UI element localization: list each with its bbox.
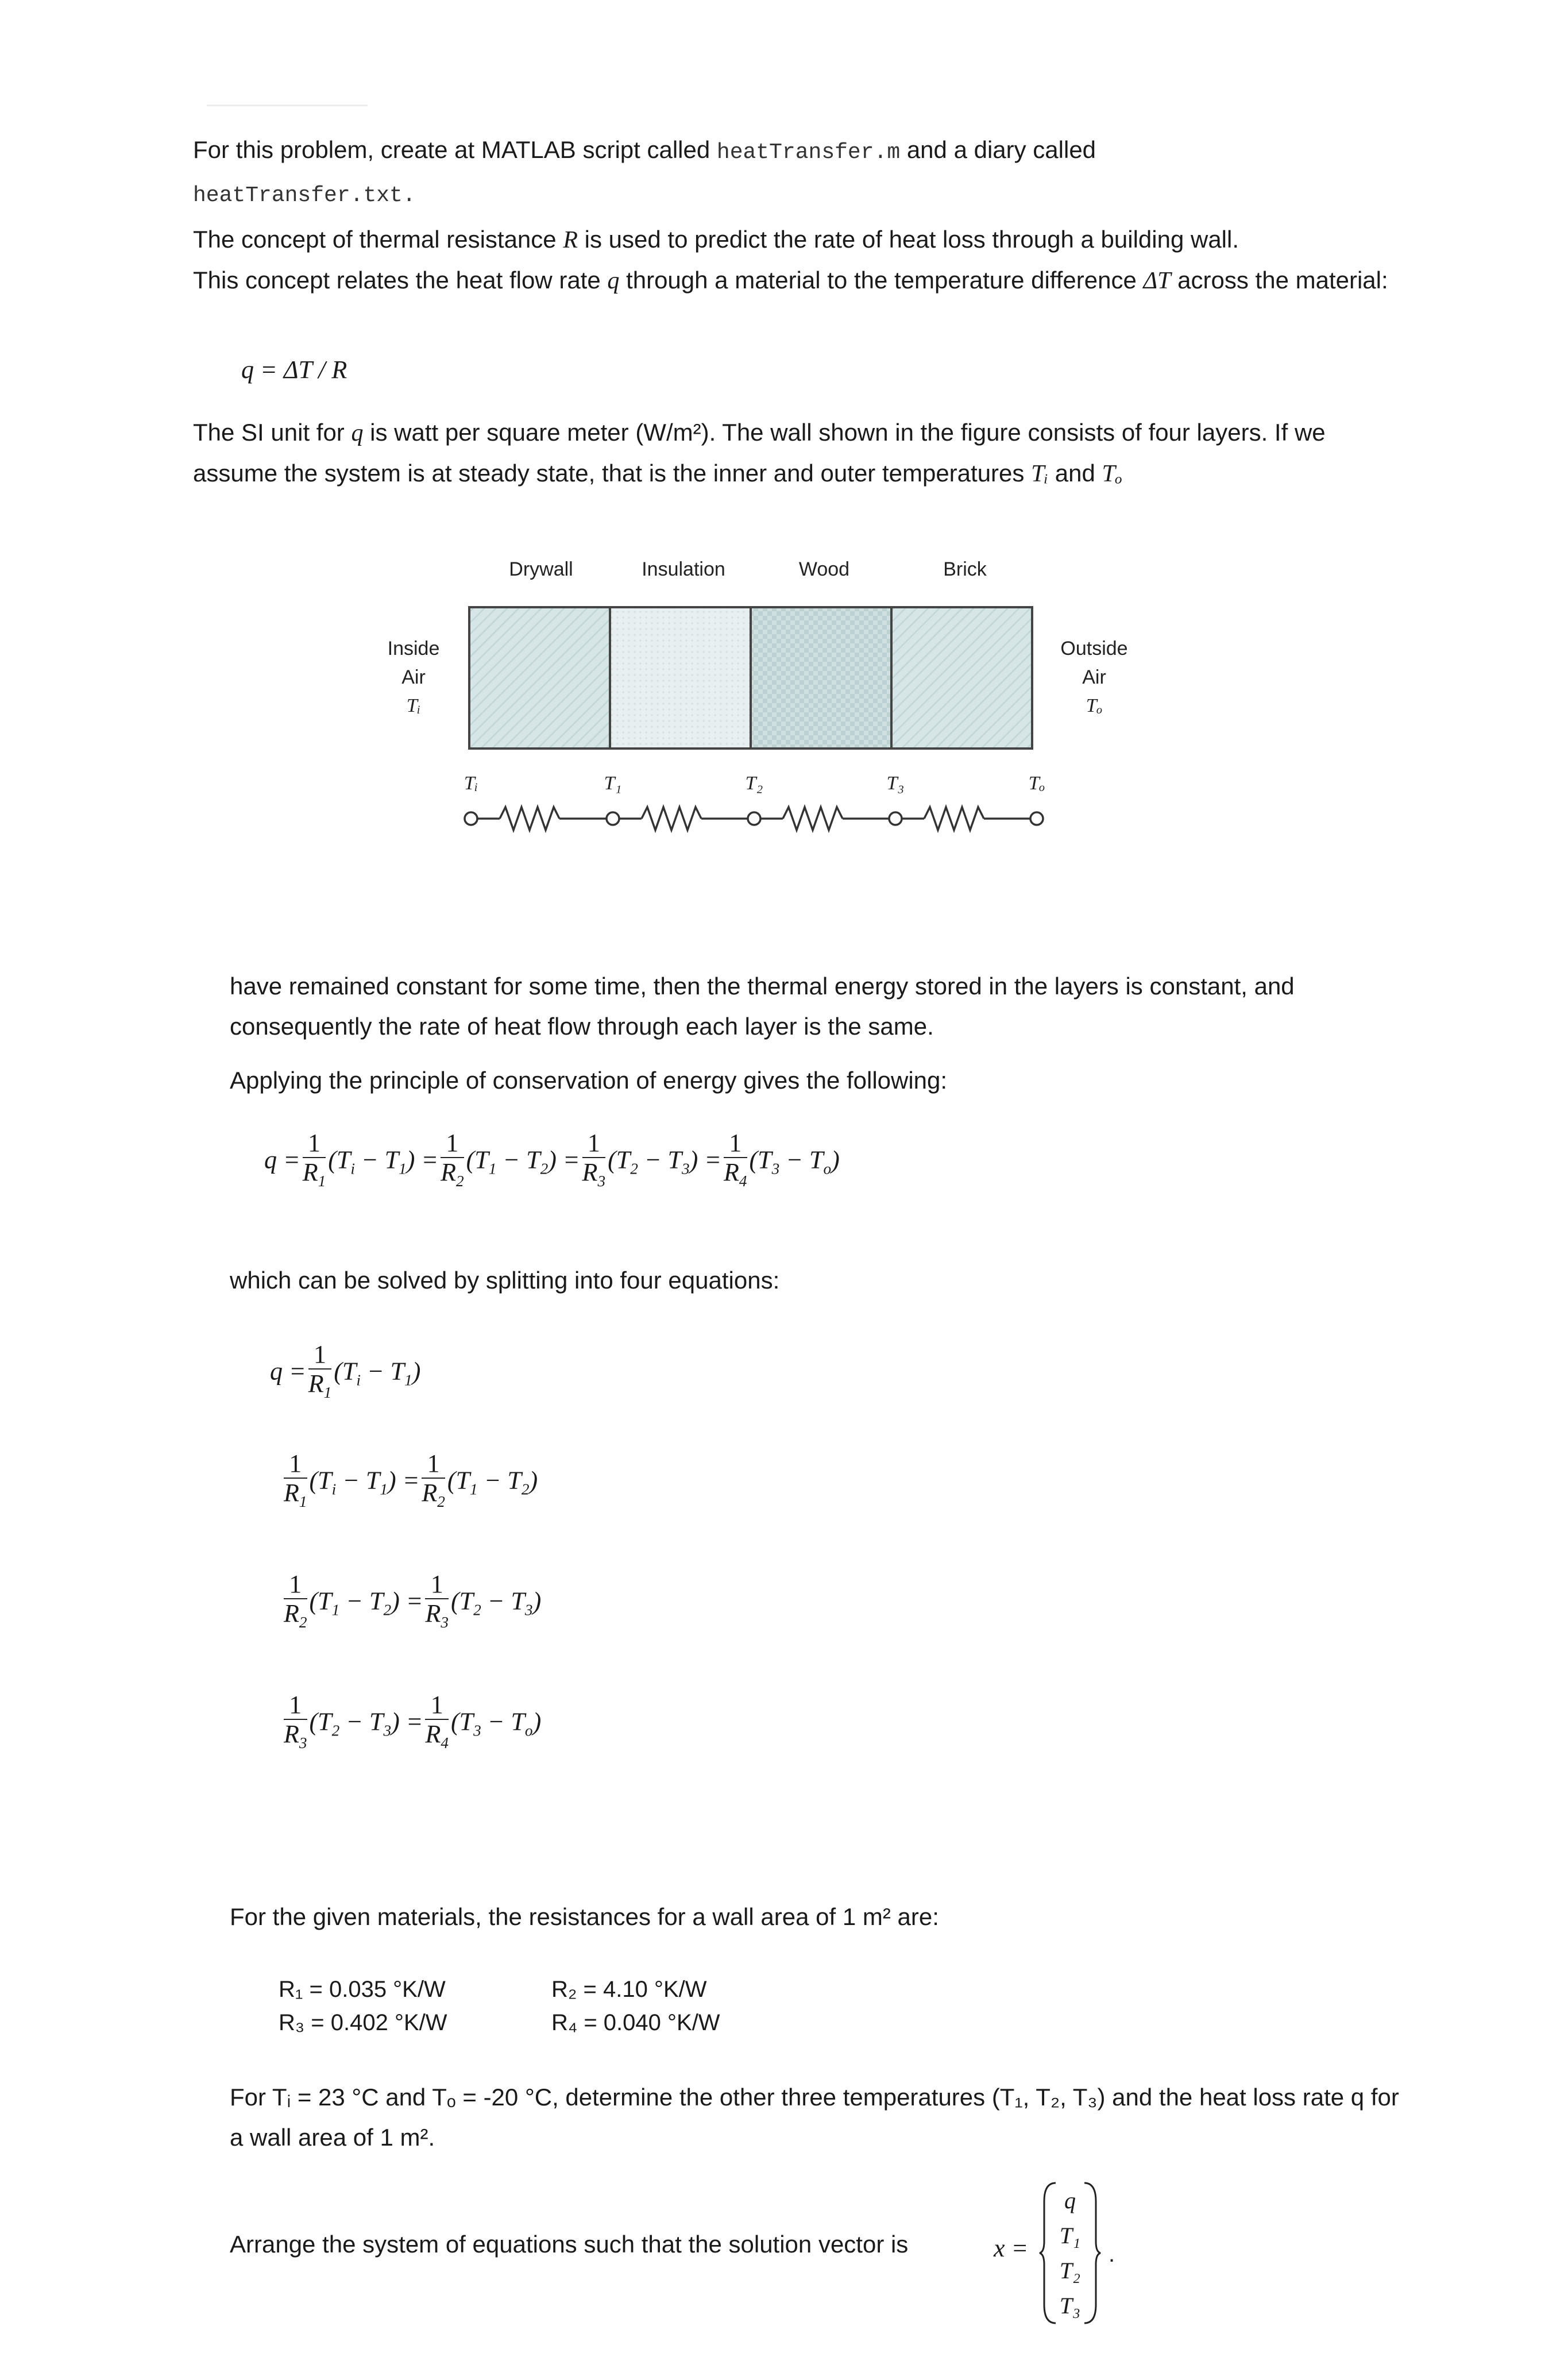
vector-lhs: x = bbox=[994, 2234, 1029, 2262]
symbol-Ti: Tᵢ bbox=[1031, 461, 1049, 487]
si-text: The SI unit for bbox=[193, 419, 352, 446]
resistor-R1 bbox=[500, 807, 559, 830]
layer-drywall bbox=[469, 607, 610, 749]
intro-text: For this problem, create at MATLAB script called bbox=[193, 136, 717, 163]
layer-label-drywall: Drywall bbox=[509, 558, 573, 580]
resistance-list-left bbox=[279, 1973, 447, 2039]
node-T2 bbox=[748, 812, 760, 825]
equation-chain: q = $\frac{1}{R_1}$ $(T_i - T_1)$ = $\frac{1}{R_2}$ $(T_1 - T_2)$ = $\frac{1}{R_3}$ $(T_2 - T_3)$ = $\frac{1}{R_4}$ $(T_3 - T_o)$ bbox=[264, 1129, 840, 1190]
layer-label-brick: Brick bbox=[943, 558, 987, 580]
node-To bbox=[1030, 812, 1043, 825]
resistance-R4: R₄ = 0.040 °K/W bbox=[551, 2010, 720, 2035]
outside-air-label: Air bbox=[1082, 666, 1106, 688]
concept-text-2: is used to predict the rate of heat loss through a building wall. bbox=[577, 226, 1239, 253]
resistance-R1: R₁ = 0.035 °K/W bbox=[279, 1977, 446, 2002]
steady-state-paragraph: have remained constant for some time, then the thermal energy stored in the layers is constant, and consequently the rate of heat flow through each layer is the same. bbox=[230, 973, 1295, 1040]
si-text-2: is watt per square meter (W/m²). The wall shown in the figure consists of four layers. If we assume the system is at steady state, that is the inner and outer temperatures bbox=[193, 419, 1326, 487]
layer-brick bbox=[891, 607, 1032, 749]
symbol-R: R bbox=[563, 227, 578, 253]
inside-air-label: Air bbox=[401, 666, 426, 688]
node-label-T3: T₃ bbox=[886, 773, 905, 794]
split-text: which can be solved by splitting into four equations: bbox=[230, 1267, 780, 1294]
vector-entry-T1: T₁ bbox=[1059, 2223, 1081, 2248]
resistor-network bbox=[465, 807, 1043, 830]
diary-name: heatTransfer.txt. bbox=[193, 183, 416, 208]
node-Ti bbox=[465, 812, 477, 825]
outside-temp-label: Tₒ bbox=[1086, 695, 1103, 716]
si-text-3: and bbox=[1048, 460, 1102, 487]
script-name: heatTransfer.m bbox=[716, 140, 901, 165]
outside-label: Outside bbox=[1060, 638, 1128, 659]
symbol-To: Tₒ bbox=[1102, 461, 1122, 487]
equation-q-deltaT-R: q = ΔT / R bbox=[241, 356, 347, 384]
resistance-R3: R₃ = 0.402 °K/W bbox=[279, 2010, 447, 2035]
equation-2: $\frac{1}{R_1}$ $(T_i - T_1)$ = $\frac{1}{R_2}$ $(T_1 - T_2)$ bbox=[284, 1449, 538, 1510]
node-label-T1: T₁ bbox=[604, 773, 622, 794]
inside-label: Inside bbox=[387, 638, 440, 659]
top-marks bbox=[207, 105, 368, 106]
conservation-text: Applying the principle of conservation of energy gives the following: bbox=[230, 1067, 948, 1094]
task-text: For Tᵢ = 23 °C and Tₒ = -20 °C, determine the other three temperatures (T₁, T₂, T₃) and the heat loss rate q for a wall area of 1 m². bbox=[230, 2084, 1399, 2151]
arrange-text: Arrange the system of equations such that the solution vector is bbox=[230, 2231, 909, 2258]
resistance-list-right bbox=[551, 1973, 720, 2039]
resistance-R2: R₂ = 4.10 °K/W bbox=[551, 1977, 707, 2002]
node-T1 bbox=[607, 812, 619, 825]
concept-paragraph bbox=[193, 219, 1411, 301]
layer-label-insulation: Insulation bbox=[642, 558, 725, 580]
intro-paragraph bbox=[193, 130, 1411, 216]
node-label-Ti: Tᵢ bbox=[464, 773, 478, 794]
si-paragraph bbox=[193, 412, 1411, 494]
equation-1: q = $\frac{1}{R_1}$ $(T_i - T_1)$ bbox=[270, 1340, 421, 1401]
vector-period: . bbox=[1109, 2242, 1115, 2267]
vector-entry-T3: T₃ bbox=[1059, 2293, 1081, 2319]
node-label-T2: T₂ bbox=[745, 773, 763, 794]
inside-temp-label: Tᵢ bbox=[406, 695, 421, 716]
resistor-R2 bbox=[642, 807, 701, 830]
node-label-To: Tₒ bbox=[1028, 773, 1045, 794]
vector-entry-T2: T₂ bbox=[1059, 2258, 1081, 2283]
layer-label-wood: Wood bbox=[798, 558, 850, 580]
layer-insulation bbox=[610, 607, 751, 749]
concept-text: The concept of thermal resistance bbox=[193, 226, 563, 253]
concept-text-3: This concept relates the heat flow rate bbox=[193, 267, 608, 294]
concept-text-4: through a material to the temperature difference bbox=[619, 267, 1144, 294]
layer-wood bbox=[751, 607, 891, 749]
symbol-deltaT: ΔT bbox=[1143, 268, 1171, 294]
intro-text-2: and a diary called bbox=[900, 136, 1096, 163]
resistor-R3 bbox=[783, 807, 843, 830]
symbol-q-2: q bbox=[351, 420, 364, 446]
symbol-q: q bbox=[607, 268, 620, 294]
node-T3 bbox=[889, 812, 902, 825]
equation-3: $\frac{1}{R_2}$ $(T_1 - T_2)$ = $\frac{1}{R_3}$ $(T_2 - T_3)$ bbox=[284, 1570, 542, 1631]
vector-entries bbox=[1050, 2183, 1090, 2323]
resistor-R4 bbox=[924, 807, 984, 830]
materials-intro: For the given materials, the resistances for a wall area of 1 m² are: bbox=[230, 1903, 939, 1930]
vector-entry-q: q bbox=[1064, 2188, 1076, 2213]
concept-text-5: across the material: bbox=[1171, 267, 1388, 294]
equation-4: $\frac{1}{R_3}$ $(T_2 - T_3)$ = $\frac{1}{R_4}$ $(T_3 - T_o)$ bbox=[284, 1691, 542, 1752]
